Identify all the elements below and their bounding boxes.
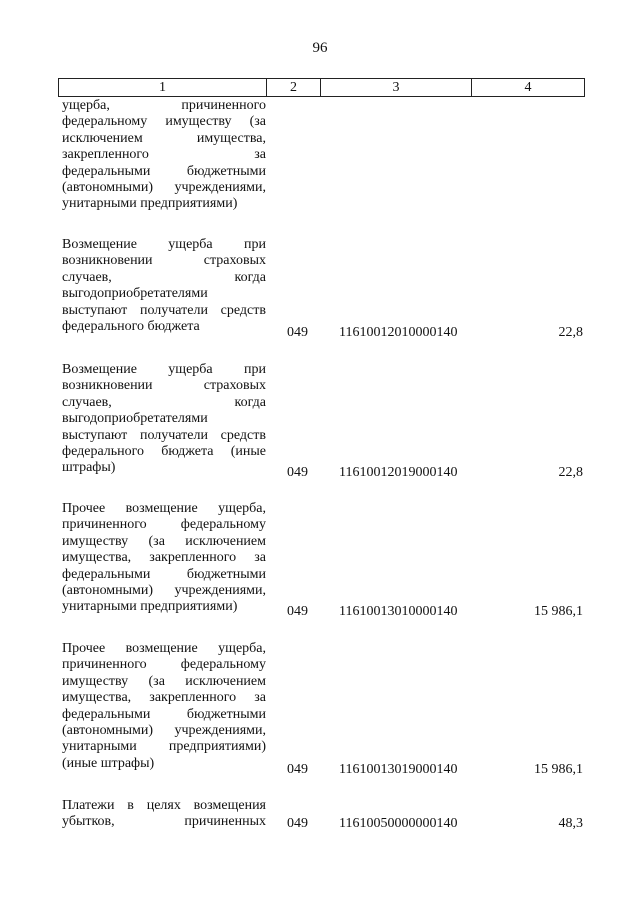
- header-col-4: 4: [524, 80, 532, 95]
- row-amount: 15 986,1: [534, 604, 583, 619]
- row-description: Возмещение ущерба при возникновении страховых случаев, когда выгодоприобретателями выступают получатели средств федерального бюджета: [62, 237, 266, 335]
- row-description: Прочее возмещение ущерба, причиненного федеральному имуществу (за исключением имущества, закрепленного за федеральными бюджетными (автономными) учреждениями, унитарными предприятиями): [62, 501, 266, 615]
- row-amount: 22,8: [558, 325, 583, 340]
- row-description: Платежи в целях возмещения убытков, причиненных: [62, 798, 266, 830]
- row-budget-code: 11610013010000140: [339, 604, 458, 619]
- row-amount: 15 986,1: [534, 762, 583, 777]
- row-admin-code: 049: [287, 465, 308, 480]
- row-amount: 48,3: [558, 816, 583, 831]
- header-col-2: 2: [290, 80, 297, 95]
- row-budget-code: 11610012019000140: [339, 465, 458, 480]
- header-col-1: 1: [159, 80, 166, 95]
- row-description: Прочее возмещение ущерба, причиненного федеральному имуществу (за исключением имущества, закрепленного за федеральными бюджетными (автономными) учреждениями, унитарными предприятиями) (иные штрафы): [62, 641, 266, 771]
- row-budget-code: 11610050000000140: [339, 816, 458, 831]
- header-col-3: 3: [392, 80, 400, 95]
- row-amount: 22,8: [558, 465, 583, 480]
- row-budget-code: 11610012010000140: [339, 325, 458, 340]
- row-budget-code: 11610013019000140: [339, 762, 458, 777]
- row-admin-code: 049: [287, 762, 308, 777]
- row-description: Возмещение ущерба при возникновении страховых случаев, когда выгодоприобретателями выступают получатели средств федерального бюджета (иные штрафы): [62, 362, 266, 476]
- row-admin-code: 049: [287, 816, 308, 831]
- page-number: 96: [312, 40, 328, 56]
- row-description: ущерба, причиненного федеральному имуществу (за исключением имущества, закрепленного за федеральными бюджетными (автономными) учреждениями, унитарными предприятиями): [62, 98, 266, 212]
- row-admin-code: 049: [287, 325, 308, 340]
- row-admin-code: 049: [287, 604, 308, 619]
- table-header: [58, 78, 585, 97]
